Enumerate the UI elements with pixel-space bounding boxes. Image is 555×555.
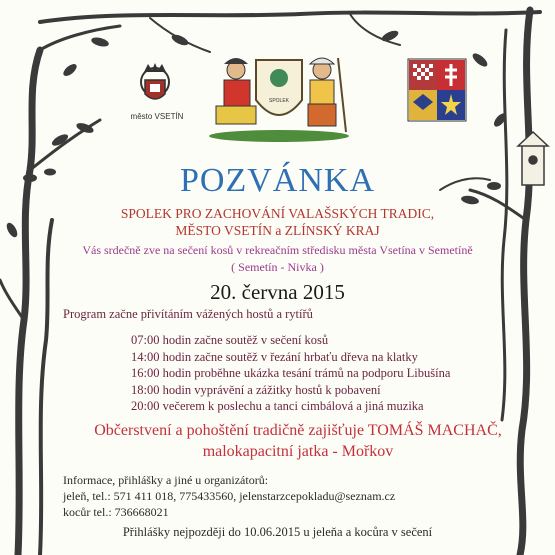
- catering-line-2: malokapacitní jatka - Mořkov: [202, 443, 394, 460]
- schedule-list: [131, 332, 450, 415]
- organizers-line-2: MĚSTO VSETÍN a ZLÍNSKÝ KRAJ: [175, 223, 380, 238]
- valachian-society-emblem-icon: [204, 52, 354, 144]
- schedule-item: 16:00 hodin proběhne ukázka tesání trámů na podporu Libušína: [131, 366, 451, 380]
- contact-line-1: jeleň, tel.: 571 411 018, 775433560, jelenstarzcepokladu@seznam.cz: [63, 489, 396, 503]
- contact-block: [63, 472, 395, 520]
- zlin-region-coat-of-arms-icon: [407, 58, 467, 122]
- contact-heading: Informace, přihlášky a jiné u organizátorů:: [63, 473, 269, 487]
- invitation-line-2: ( Semetín - Nivka ): [231, 260, 324, 274]
- organizers-block: [0, 205, 555, 239]
- organizers-line-1: SPOLEK PRO ZACHOVÁNÍ VALAŠSKÝCH TRADIC,: [120, 206, 435, 221]
- catering-line-1: Občerstvení a pohoštění tradičně zajišťuje TOMÁŠ MACHAČ,: [94, 422, 502, 439]
- invitation-line-1: Vás srdečně zve na sečení kosů v rekreačním středisku města Vsetína v Semetíně: [82, 243, 473, 257]
- schedule-item: 14:00 hodin začne soutěž v řezání hrbaťu dřeva na klatky: [131, 349, 418, 364]
- schedule-item: 07:00 hodin začne soutěž v sečení kosů: [131, 333, 329, 347]
- schedule-item: 18:00 hodin vyprávění a zážitky hostů k pobavení: [131, 382, 381, 397]
- catering-notice: [63, 420, 533, 462]
- schedule-item: 20:00 večerem k poslechu a tanci cimbálová a jiná muzika: [131, 399, 424, 413]
- event-date: 20. června 2015: [210, 280, 345, 304]
- program-intro: Program začne přivítáním vážených hostů a rytířů: [63, 307, 313, 321]
- contact-line-2: kocůr tel.: 736668021: [63, 505, 169, 519]
- registration-deadline: Přihlášky nejpozději do 10.06.2015 u jeleňa a kocůra v sečení: [122, 525, 433, 539]
- invitation-title: POZVÁNKA: [180, 162, 375, 199]
- svg-text:SPOLEK: SPOLEK: [268, 98, 290, 104]
- invitation-text: [0, 242, 555, 276]
- town-label: město VSETÍN: [130, 112, 184, 121]
